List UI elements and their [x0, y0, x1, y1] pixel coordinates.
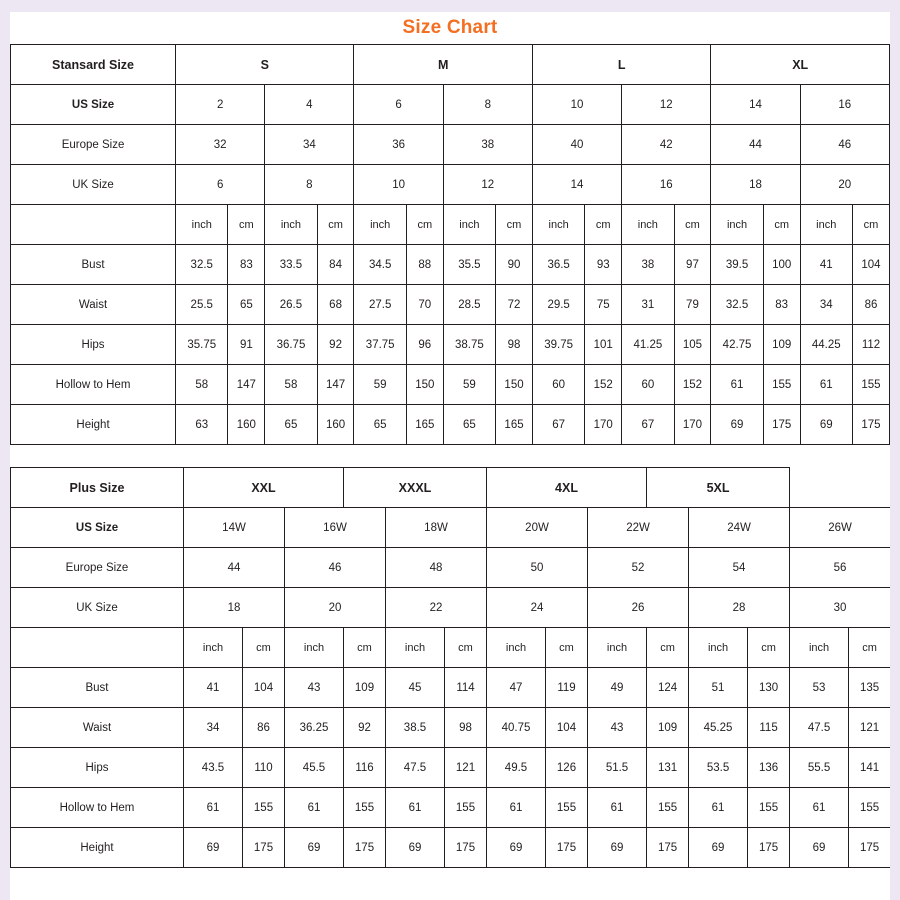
unit-cell: inch — [689, 628, 748, 668]
table-cell: 109 — [647, 708, 689, 748]
table-cell: 58 — [265, 365, 317, 405]
table-cell: 26.5 — [265, 285, 317, 325]
table-cell: 56 — [790, 548, 891, 588]
table-cell: 14 — [532, 165, 621, 205]
table-cell: 29.5 — [532, 285, 584, 325]
table-cell: 38 — [443, 125, 532, 165]
table-row — [11, 588, 891, 628]
row-label: US Size — [11, 85, 176, 125]
table-cell: 36.25 — [285, 708, 344, 748]
table-cell: 130 — [748, 668, 790, 708]
measurement-row — [11, 668, 891, 708]
plus-size-table — [10, 467, 891, 868]
unit-cell: cm — [763, 205, 800, 245]
table-cell: 100 — [763, 245, 800, 285]
table-cell: 38.75 — [443, 325, 495, 365]
unit-cell: cm — [546, 628, 588, 668]
table-cell: 69 — [689, 828, 748, 868]
table-cell: 16 — [800, 85, 889, 125]
table-cell: 59 — [354, 365, 406, 405]
table-cell: 136 — [748, 748, 790, 788]
decorative-top-strip — [0, 0, 900, 12]
table-cell: 121 — [445, 748, 487, 788]
unit-cell: inch — [711, 205, 763, 245]
table-cell: 49.5 — [487, 748, 546, 788]
table-cell: 96 — [406, 325, 443, 365]
table-cell: 12 — [622, 85, 711, 125]
table-cell: 14W — [184, 508, 285, 548]
table-cell: 12 — [443, 165, 532, 205]
decorative-right-strip — [890, 0, 900, 900]
table-cell: 47.5 — [790, 708, 849, 748]
row-label: Europe Size — [11, 125, 176, 165]
table-cell: 46 — [800, 125, 889, 165]
table-cell: 101 — [585, 325, 622, 365]
table-cell: 18W — [386, 508, 487, 548]
table-cell: 79 — [674, 285, 711, 325]
standard-size-table — [10, 44, 890, 445]
table-cell: 98 — [496, 325, 533, 365]
measurement-row — [11, 285, 890, 325]
table-cell: 152 — [674, 365, 711, 405]
table-cell: 84 — [317, 245, 354, 285]
table-cell: 147 — [317, 365, 354, 405]
table-cell: 83 — [228, 245, 265, 285]
table-cell: 10 — [532, 85, 621, 125]
unit-cell: cm — [496, 205, 533, 245]
table-cell: 34.5 — [354, 245, 406, 285]
row-label: Hollow to Hem — [11, 365, 176, 405]
table-row — [11, 548, 891, 588]
unit-row — [11, 628, 891, 668]
table-cell: 24 — [487, 588, 588, 628]
table-cell: 16W — [285, 508, 386, 548]
measurement-row — [11, 788, 891, 828]
table-cell: 10 — [354, 165, 443, 205]
table-cell: 55.5 — [790, 748, 849, 788]
row-label: Hips — [11, 325, 176, 365]
table-cell: 44.25 — [800, 325, 852, 365]
unit-cell: cm — [647, 628, 689, 668]
table-cell: 47.5 — [386, 748, 445, 788]
table-cell: 65 — [228, 285, 265, 325]
measurement-row — [11, 365, 890, 405]
unit-cell: inch — [176, 205, 228, 245]
table-cell: 93 — [585, 245, 622, 285]
table-cell: 109 — [763, 325, 800, 365]
table-cell: 4 — [265, 85, 354, 125]
table-cell: 28 — [689, 588, 790, 628]
table-cell: 38 — [622, 245, 674, 285]
table-cell: 70 — [406, 285, 443, 325]
row-label — [11, 205, 176, 245]
table-cell: 175 — [546, 828, 588, 868]
table-cell: 36.5 — [532, 245, 584, 285]
table-cell: 39.75 — [532, 325, 584, 365]
unit-cell: inch — [800, 205, 852, 245]
table-row — [11, 85, 890, 125]
table-cell: 41 — [800, 245, 852, 285]
unit-cell: cm — [445, 628, 487, 668]
table-cell: 32 — [176, 125, 265, 165]
table-cell: 150 — [406, 365, 443, 405]
table-cell: 22 — [386, 588, 487, 628]
table-cell: 61 — [689, 788, 748, 828]
table-cell: 43 — [588, 708, 647, 748]
size-group-header: L — [532, 45, 710, 85]
table-cell: 155 — [344, 788, 386, 828]
size-group-header: XL — [711, 45, 890, 85]
table-cell: 16 — [622, 165, 711, 205]
table-cell: 68 — [317, 285, 354, 325]
table-cell: 36.75 — [265, 325, 317, 365]
table-cell: 42.75 — [711, 325, 763, 365]
table-cell: 18 — [711, 165, 800, 205]
table-cell: 86 — [243, 708, 285, 748]
table-cell: 105 — [674, 325, 711, 365]
table-cell: 58 — [176, 365, 228, 405]
table-cell: 60 — [622, 365, 674, 405]
row-label: Bust — [11, 668, 184, 708]
table-cell: 34 — [265, 125, 354, 165]
table-cell: 83 — [763, 285, 800, 325]
table-cell: 170 — [674, 405, 711, 445]
table-cell: 155 — [546, 788, 588, 828]
table-cell: 49 — [588, 668, 647, 708]
table-cell: 88 — [406, 245, 443, 285]
table-cell: 65 — [443, 405, 495, 445]
table-cell: 28.5 — [443, 285, 495, 325]
table-cell: 24W — [689, 508, 790, 548]
table-cell: 34 — [184, 708, 243, 748]
table-cell: 69 — [800, 405, 852, 445]
measurement-row — [11, 748, 891, 788]
row-label: Waist — [11, 708, 184, 748]
table-header-row — [11, 468, 891, 508]
unit-cell: inch — [184, 628, 243, 668]
table-cell: 51 — [689, 668, 748, 708]
unit-cell: cm — [243, 628, 285, 668]
table-cell: 33.5 — [265, 245, 317, 285]
table-cell: 114 — [445, 668, 487, 708]
table-cell: 27.5 — [354, 285, 406, 325]
table-cell: 20 — [285, 588, 386, 628]
table-cell: 44 — [711, 125, 800, 165]
table-cell: 53 — [790, 668, 849, 708]
header-label: Plus Size — [11, 468, 184, 508]
table-cell: 44 — [184, 548, 285, 588]
table-cell: 8 — [265, 165, 354, 205]
table-cell: 35.5 — [443, 245, 495, 285]
table-cell: 69 — [487, 828, 546, 868]
table-cell: 69 — [588, 828, 647, 868]
table-cell: 69 — [184, 828, 243, 868]
table-cell: 60 — [532, 365, 584, 405]
unit-cell: cm — [344, 628, 386, 668]
table-cell: 109 — [344, 668, 386, 708]
table-cell: 50 — [487, 548, 588, 588]
unit-cell: cm — [849, 628, 891, 668]
table-cell: 69 — [285, 828, 344, 868]
table-cell: 41 — [184, 668, 243, 708]
table-header-row — [11, 45, 890, 85]
table-cell: 54 — [689, 548, 790, 588]
unit-cell: cm — [317, 205, 354, 245]
unit-cell: inch — [532, 205, 584, 245]
table-row — [11, 508, 891, 548]
size-group-header: 4XL — [487, 468, 647, 508]
size-group-header: 5XL — [647, 468, 790, 508]
table-cell: 20W — [487, 508, 588, 548]
table-cell: 38.5 — [386, 708, 445, 748]
unit-cell: inch — [265, 205, 317, 245]
unit-cell: inch — [790, 628, 849, 668]
table-cell: 175 — [344, 828, 386, 868]
table-cell: 32.5 — [176, 245, 228, 285]
decorative-left-strip — [0, 0, 10, 900]
unit-row — [11, 205, 890, 245]
unit-cell: cm — [406, 205, 443, 245]
table-cell: 104 — [546, 708, 588, 748]
table-cell: 52 — [588, 548, 689, 588]
table-cell: 165 — [496, 405, 533, 445]
row-label: UK Size — [11, 588, 184, 628]
table-cell: 65 — [265, 405, 317, 445]
unit-cell: cm — [585, 205, 622, 245]
table-cell: 45.25 — [689, 708, 748, 748]
table-cell: 37.75 — [354, 325, 406, 365]
table-cell: 61 — [711, 365, 763, 405]
table-cell: 126 — [546, 748, 588, 788]
table-cell: 51.5 — [588, 748, 647, 788]
table-cell: 175 — [763, 405, 800, 445]
table-cell: 43 — [285, 668, 344, 708]
table-cell: 59 — [443, 365, 495, 405]
table-cell: 48 — [386, 548, 487, 588]
table-cell: 69 — [790, 828, 849, 868]
table-cell: 152 — [585, 365, 622, 405]
table-cell: 30 — [790, 588, 891, 628]
table-cell: 124 — [647, 668, 689, 708]
table-cell: 86 — [852, 285, 889, 325]
table-cell: 39.5 — [711, 245, 763, 285]
table-cell: 119 — [546, 668, 588, 708]
unit-cell: cm — [228, 205, 265, 245]
row-label: Bust — [11, 245, 176, 285]
table-cell: 61 — [487, 788, 546, 828]
table-cell: 6 — [176, 165, 265, 205]
table-cell: 35.75 — [176, 325, 228, 365]
unit-cell: inch — [354, 205, 406, 245]
table-cell: 61 — [386, 788, 445, 828]
table-cell: 20 — [800, 165, 889, 205]
table-cell: 67 — [532, 405, 584, 445]
table-cell: 22W — [588, 508, 689, 548]
unit-cell: inch — [622, 205, 674, 245]
table-cell: 8 — [443, 85, 532, 125]
table-cell: 47 — [487, 668, 546, 708]
table-cell: 155 — [748, 788, 790, 828]
table-cell: 45 — [386, 668, 445, 708]
table-cell: 26 — [588, 588, 689, 628]
row-label — [11, 628, 184, 668]
table-cell: 112 — [852, 325, 889, 365]
table-cell: 14 — [711, 85, 800, 125]
table-cell: 2 — [176, 85, 265, 125]
table-cell: 61 — [588, 788, 647, 828]
table-cell: 165 — [406, 405, 443, 445]
table-cell: 92 — [317, 325, 354, 365]
table-cell: 75 — [585, 285, 622, 325]
table-cell: 131 — [647, 748, 689, 788]
row-label: Height — [11, 828, 184, 868]
table-cell: 26W — [790, 508, 891, 548]
table-cell: 36 — [354, 125, 443, 165]
table-cell: 18 — [184, 588, 285, 628]
table-cell: 115 — [748, 708, 790, 748]
row-label: Height — [11, 405, 176, 445]
unit-cell: cm — [852, 205, 889, 245]
table-cell: 175 — [445, 828, 487, 868]
table-cell: 175 — [748, 828, 790, 868]
table-cell: 175 — [849, 828, 891, 868]
table-cell: 104 — [852, 245, 889, 285]
table-cell: 42 — [622, 125, 711, 165]
unit-cell: inch — [487, 628, 546, 668]
tables-container — [0, 44, 900, 868]
unit-cell: inch — [588, 628, 647, 668]
table-cell: 110 — [243, 748, 285, 788]
table-cell: 63 — [176, 405, 228, 445]
table-cell: 65 — [354, 405, 406, 445]
measurement-row — [11, 325, 890, 365]
table-cell: 141 — [849, 748, 891, 788]
table-cell: 150 — [496, 365, 533, 405]
row-label: Hollow to Hem — [11, 788, 184, 828]
table-cell: 69 — [711, 405, 763, 445]
row-label: Europe Size — [11, 548, 184, 588]
table-cell: 6 — [354, 85, 443, 125]
table-cell: 160 — [317, 405, 354, 445]
table-cell: 32.5 — [711, 285, 763, 325]
size-group-header: M — [354, 45, 532, 85]
table-cell: 34 — [800, 285, 852, 325]
table-cell: 45.5 — [285, 748, 344, 788]
table-cell: 121 — [849, 708, 891, 748]
row-label: Waist — [11, 285, 176, 325]
table-cell: 135 — [849, 668, 891, 708]
table-cell: 40.75 — [487, 708, 546, 748]
table-cell: 160 — [228, 405, 265, 445]
table-cell: 25.5 — [176, 285, 228, 325]
unit-cell: cm — [674, 205, 711, 245]
row-label: Hips — [11, 748, 184, 788]
size-group-header: XXL — [184, 468, 344, 508]
table-cell: 61 — [285, 788, 344, 828]
table-cell: 31 — [622, 285, 674, 325]
table-cell: 175 — [647, 828, 689, 868]
measurement-row — [11, 405, 890, 445]
table-cell: 61 — [790, 788, 849, 828]
table-cell: 98 — [445, 708, 487, 748]
table-cell: 91 — [228, 325, 265, 365]
table-cell: 61 — [184, 788, 243, 828]
table-cell: 97 — [674, 245, 711, 285]
page-title: Size Chart — [402, 17, 498, 38]
measurement-row — [11, 245, 890, 285]
unit-cell: inch — [386, 628, 445, 668]
table-cell: 41.25 — [622, 325, 674, 365]
table-cell: 67 — [622, 405, 674, 445]
table-cell: 147 — [228, 365, 265, 405]
table-cell: 155 — [445, 788, 487, 828]
table-cell: 43.5 — [184, 748, 243, 788]
table-cell: 155 — [243, 788, 285, 828]
table-cell: 155 — [763, 365, 800, 405]
table-cell: 175 — [243, 828, 285, 868]
table-cell: 53.5 — [689, 748, 748, 788]
table-cell: 175 — [852, 405, 889, 445]
table-cell: 61 — [800, 365, 852, 405]
table-cell: 46 — [285, 548, 386, 588]
measurement-row — [11, 828, 891, 868]
unit-cell: inch — [285, 628, 344, 668]
row-label: US Size — [11, 508, 184, 548]
size-group-header: XXXL — [344, 468, 487, 508]
table-cell: 116 — [344, 748, 386, 788]
table-cell: 104 — [243, 668, 285, 708]
table-cell: 90 — [496, 245, 533, 285]
table-cell: 92 — [344, 708, 386, 748]
table-row — [11, 125, 890, 165]
table-cell: 69 — [386, 828, 445, 868]
table-cell: 40 — [532, 125, 621, 165]
table-cell: 155 — [849, 788, 891, 828]
table-row — [11, 165, 890, 205]
table-cell: 170 — [585, 405, 622, 445]
row-label: UK Size — [11, 165, 176, 205]
measurement-row — [11, 708, 891, 748]
table-cell: 155 — [647, 788, 689, 828]
header-label: Stansard Size — [11, 45, 176, 85]
unit-cell: inch — [443, 205, 495, 245]
size-group-header: S — [176, 45, 354, 85]
table-cell: 72 — [496, 285, 533, 325]
unit-cell: cm — [748, 628, 790, 668]
table-cell: 155 — [852, 365, 889, 405]
